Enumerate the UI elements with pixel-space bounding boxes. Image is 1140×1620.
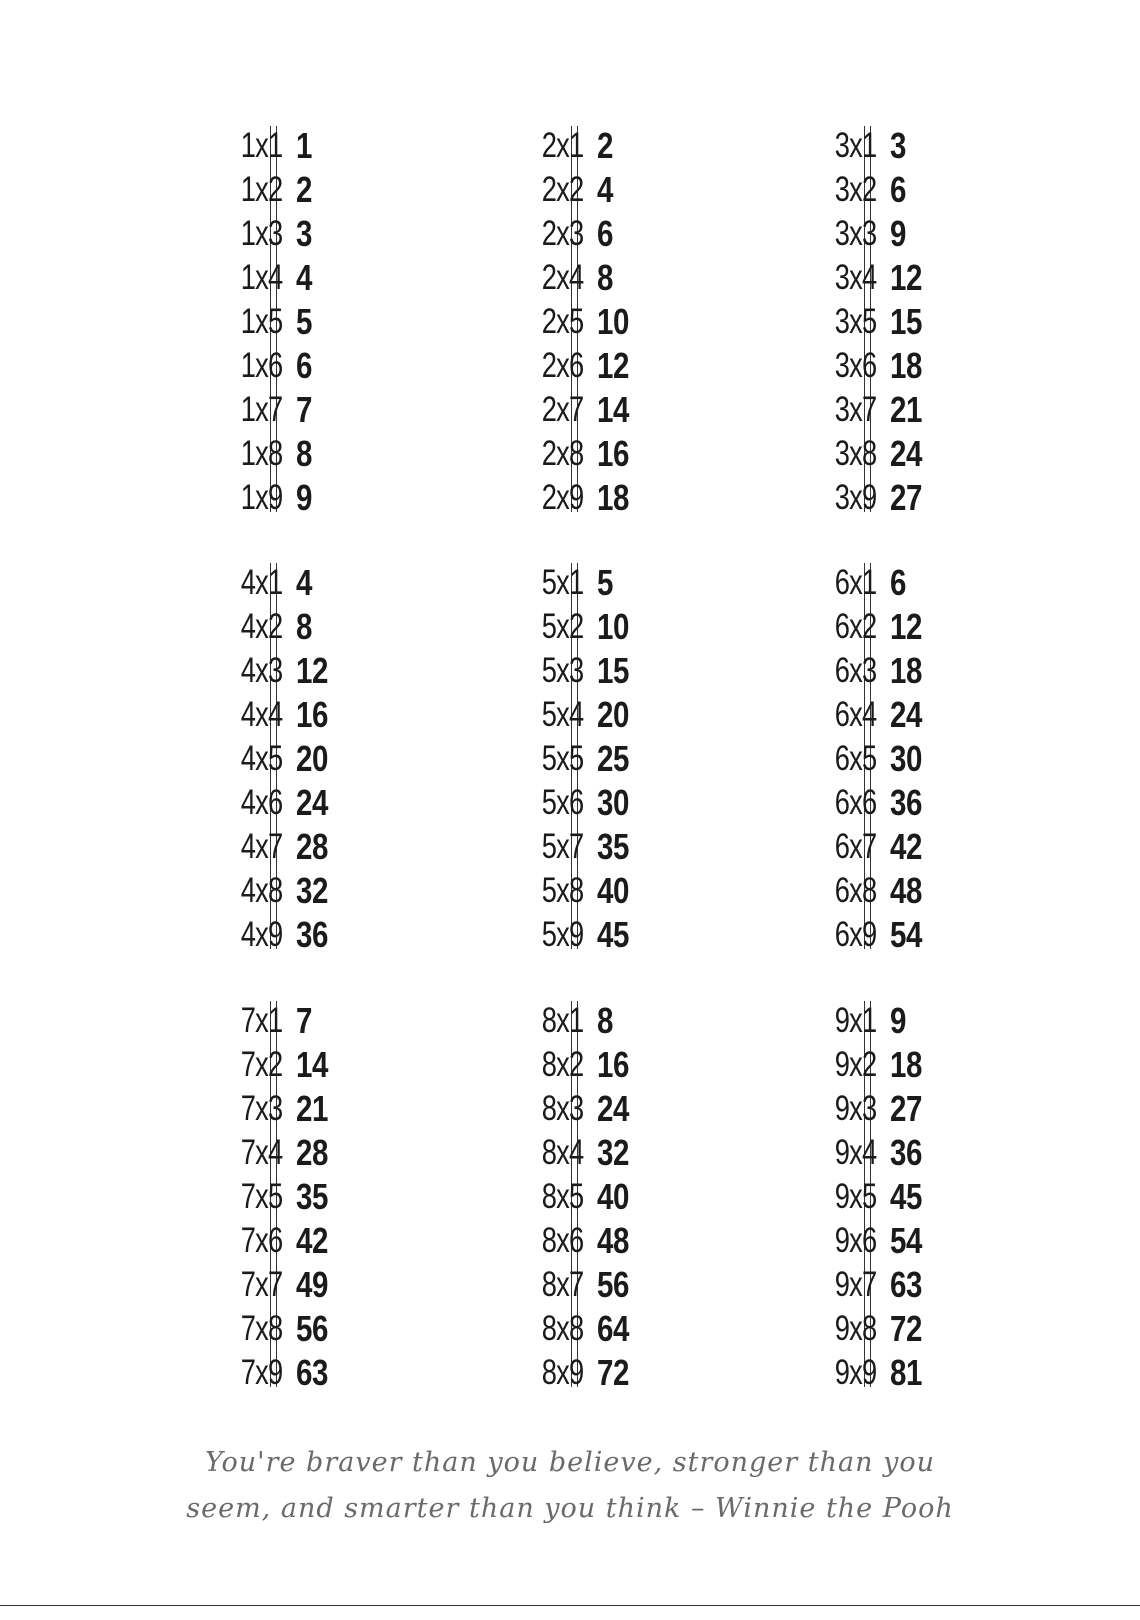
expression: 5x7 [541,827,583,866]
table-block-4 [186,561,466,957]
expression: 4x4 [240,695,282,734]
table-row [780,1175,1060,1219]
result: 14 [597,389,630,430]
expression: 7x5 [240,1177,282,1216]
result: 27 [890,1088,923,1129]
result: 5 [296,301,313,342]
result: 42 [890,826,923,867]
result: 9 [890,213,907,254]
table-row [780,388,1060,432]
result: 81 [890,1352,923,1393]
expression: 4x7 [240,827,282,866]
table-row [186,1351,466,1395]
expression: 8x9 [541,1353,583,1392]
result: 18 [890,1044,923,1085]
expression: 9x4 [834,1133,876,1172]
table-block-9 [780,999,1060,1395]
expression: 1x6 [240,346,282,385]
expression: 7x4 [240,1133,282,1172]
result: 2 [296,169,313,210]
expression: 7x1 [240,1001,282,1040]
table-row [780,1087,1060,1131]
result: 9 [296,477,313,518]
expression: 7x3 [240,1089,282,1128]
table-row [780,1307,1060,1351]
table-row [487,1307,767,1351]
table-row [487,693,767,737]
table-row [186,432,466,476]
expression: 3x5 [834,302,876,341]
expression: 6x4 [834,695,876,734]
result: 25 [597,738,630,779]
quote-line-1: You're braver than you believe, stronger than you [205,1447,935,1478]
table-row [186,693,466,737]
table-row [487,124,767,168]
result: 32 [296,870,329,911]
expression: 8x4 [541,1133,583,1172]
result: 49 [296,1264,329,1305]
table-row [487,168,767,212]
result: 28 [296,1132,329,1173]
expression: 4x6 [240,783,282,822]
expression: 1x4 [240,258,282,297]
table-row [186,1263,466,1307]
expression: 2x5 [541,302,583,341]
expression: 6x3 [834,651,876,690]
expression: 3x8 [834,434,876,473]
table-row [186,256,466,300]
expression: 6x6 [834,783,876,822]
table-row [487,605,767,649]
result: 18 [890,650,923,691]
expression: 5x6 [541,783,583,822]
expression: 2x9 [541,478,583,517]
result: 54 [890,1220,923,1261]
table-row [487,1351,767,1395]
expression: 8x1 [541,1001,583,1040]
table-row [487,869,767,913]
result: 12 [597,345,630,386]
result: 42 [296,1220,329,1261]
expression: 3x6 [834,346,876,385]
expression: 9x9 [834,1353,876,1392]
result: 7 [296,1000,313,1041]
expression: 1x2 [240,170,282,209]
result: 45 [597,914,630,955]
table-row [780,124,1060,168]
table-row [487,476,767,520]
table-row [186,1175,466,1219]
expression: 1x5 [240,302,282,341]
expression: 7x9 [240,1353,282,1392]
expression: 9x5 [834,1177,876,1216]
result: 27 [890,477,923,518]
table-row [780,1043,1060,1087]
result: 1 [296,125,313,166]
result: 24 [890,694,923,735]
table-row [780,913,1060,957]
table-row [186,913,466,957]
table-row [780,649,1060,693]
table-row [780,212,1060,256]
table-row [487,432,767,476]
expression: 5x4 [541,695,583,734]
result: 63 [296,1352,329,1393]
expression: 3x4 [834,258,876,297]
table-row [186,869,466,913]
table-row [487,300,767,344]
result: 8 [597,257,614,298]
expression: 5x2 [541,607,583,646]
result: 14 [296,1044,329,1085]
table-row [780,561,1060,605]
table-block-8 [487,999,767,1395]
result: 6 [890,562,907,603]
expression: 3x3 [834,214,876,253]
table-row [186,1087,466,1131]
table-row [487,1087,767,1131]
result: 3 [296,213,313,254]
expression: 8x2 [541,1045,583,1084]
table-row [186,344,466,388]
result: 36 [296,914,329,955]
table-row [186,476,466,520]
expression: 2x8 [541,434,583,473]
expression: 1x7 [240,390,282,429]
expression: 4x8 [240,871,282,910]
table-block-7 [186,999,466,1395]
expression: 2x4 [541,258,583,297]
table-row [780,1263,1060,1307]
expression: 2x7 [541,390,583,429]
quote [170,1440,970,1532]
table-row [186,388,466,432]
table-row [780,999,1060,1043]
result: 6 [597,213,614,254]
result: 63 [890,1264,923,1305]
result: 7 [296,389,313,430]
result: 36 [890,1132,923,1173]
result: 32 [597,1132,630,1173]
result: 56 [597,1264,630,1305]
table-row [487,212,767,256]
expression: 6x7 [834,827,876,866]
expression: 3x2 [834,170,876,209]
table-row [780,300,1060,344]
table-row [186,649,466,693]
result: 30 [890,738,923,779]
result: 4 [296,562,313,603]
expression: 5x9 [541,915,583,954]
result: 10 [597,606,630,647]
expression: 9x7 [834,1265,876,1304]
result: 15 [890,301,923,342]
table-row [186,781,466,825]
result: 18 [597,477,630,518]
result: 48 [597,1220,630,1261]
table-block-2 [487,124,767,520]
result: 72 [597,1352,630,1393]
result: 6 [296,345,313,386]
table-row [487,388,767,432]
expression: 6x1 [834,563,876,602]
expression: 4x9 [240,915,282,954]
result: 48 [890,870,923,911]
expression: 9x6 [834,1221,876,1260]
table-row [186,300,466,344]
expression: 1x3 [240,214,282,253]
expression: 8x8 [541,1309,583,1348]
expression: 5x3 [541,651,583,690]
table-row [487,1263,767,1307]
table-block-3 [780,124,1060,520]
table-row [186,124,466,168]
result: 8 [296,606,313,647]
table-row [780,1351,1060,1395]
result: 12 [890,606,923,647]
expression: 7x7 [240,1265,282,1304]
table-row [780,1131,1060,1175]
expression: 9x2 [834,1045,876,1084]
expression: 4x3 [240,651,282,690]
expression: 6x5 [834,739,876,778]
result: 30 [597,782,630,823]
table-row [487,561,767,605]
result: 45 [890,1176,923,1217]
table-row [487,913,767,957]
table-row [186,561,466,605]
expression: 8x6 [541,1221,583,1260]
result: 12 [890,257,923,298]
table-row [186,168,466,212]
table-row [780,869,1060,913]
expression: 2x1 [541,126,583,165]
result: 21 [890,389,923,430]
table-row [487,1131,767,1175]
expression: 5x5 [541,739,583,778]
table-row [487,999,767,1043]
table-row [780,432,1060,476]
result: 15 [597,650,630,691]
expression: 6x2 [834,607,876,646]
table-row [780,693,1060,737]
expression: 2x6 [541,346,583,385]
expression: 2x2 [541,170,583,209]
expression: 3x9 [834,478,876,517]
result: 24 [296,782,329,823]
expression: 7x6 [240,1221,282,1260]
result: 4 [597,169,614,210]
result: 16 [597,1044,630,1085]
table-row [186,999,466,1043]
result: 8 [597,1000,614,1041]
table-row [487,1219,767,1263]
expression: 1x8 [240,434,282,473]
table-block-5 [487,561,767,957]
result: 3 [890,125,907,166]
table-row [487,781,767,825]
table-row [780,1219,1060,1263]
result: 56 [296,1308,329,1349]
table-row [780,256,1060,300]
expression: 5x1 [541,563,583,602]
table-row [186,1043,466,1087]
expression: 8x7 [541,1265,583,1304]
table-row [780,344,1060,388]
expression: 9x3 [834,1089,876,1128]
result: 20 [296,738,329,779]
result: 54 [890,914,923,955]
expression: 1x9 [240,478,282,517]
result: 2 [597,125,614,166]
result: 36 [890,782,923,823]
result: 20 [597,694,630,735]
expression: 2x3 [541,214,583,253]
table-block-1 [186,124,466,520]
table-row [780,476,1060,520]
expression: 3x7 [834,390,876,429]
quote-line-2: seem, and smarter than you think – Winnie the Pooh [186,1493,954,1524]
expression: 9x8 [834,1309,876,1348]
table-row [487,1175,767,1219]
table-row [780,168,1060,212]
expression: 1x1 [240,126,282,165]
result: 18 [890,345,923,386]
result: 35 [597,826,630,867]
result: 16 [296,694,329,735]
result: 12 [296,650,329,691]
table-row [487,256,767,300]
expression: 4x2 [240,607,282,646]
result: 9 [890,1000,907,1041]
expression: 3x1 [834,126,876,165]
expression: 8x3 [541,1089,583,1128]
expression: 4x1 [240,563,282,602]
result: 40 [597,1176,630,1217]
result: 24 [597,1088,630,1129]
expression: 7x2 [240,1045,282,1084]
result: 10 [597,301,630,342]
table-row [780,737,1060,781]
expression: 6x9 [834,915,876,954]
result: 8 [296,433,313,474]
result: 24 [890,433,923,474]
table-row [186,605,466,649]
expression: 5x8 [541,871,583,910]
table-row [780,825,1060,869]
result: 72 [890,1308,923,1349]
table-row [487,737,767,781]
result: 16 [597,433,630,474]
table-row [487,649,767,693]
result: 28 [296,826,329,867]
result: 35 [296,1176,329,1217]
table-row [487,344,767,388]
bottom-divider [0,1605,1140,1620]
table-row [186,212,466,256]
expression: 7x8 [240,1309,282,1348]
table-row [780,781,1060,825]
table-row [487,825,767,869]
expression: 4x5 [240,739,282,778]
table-row [186,1307,466,1351]
table-row [186,825,466,869]
table-row [780,605,1060,649]
table-row [186,1131,466,1175]
table-row [186,1219,466,1263]
expression: 8x5 [541,1177,583,1216]
result: 6 [890,169,907,210]
result: 40 [597,870,630,911]
table-row [487,1043,767,1087]
result: 5 [597,562,614,603]
expression: 9x1 [834,1001,876,1040]
result: 64 [597,1308,630,1349]
result: 21 [296,1088,329,1129]
table-block-6 [780,561,1060,957]
expression: 6x8 [834,871,876,910]
result: 4 [296,257,313,298]
table-row [186,737,466,781]
